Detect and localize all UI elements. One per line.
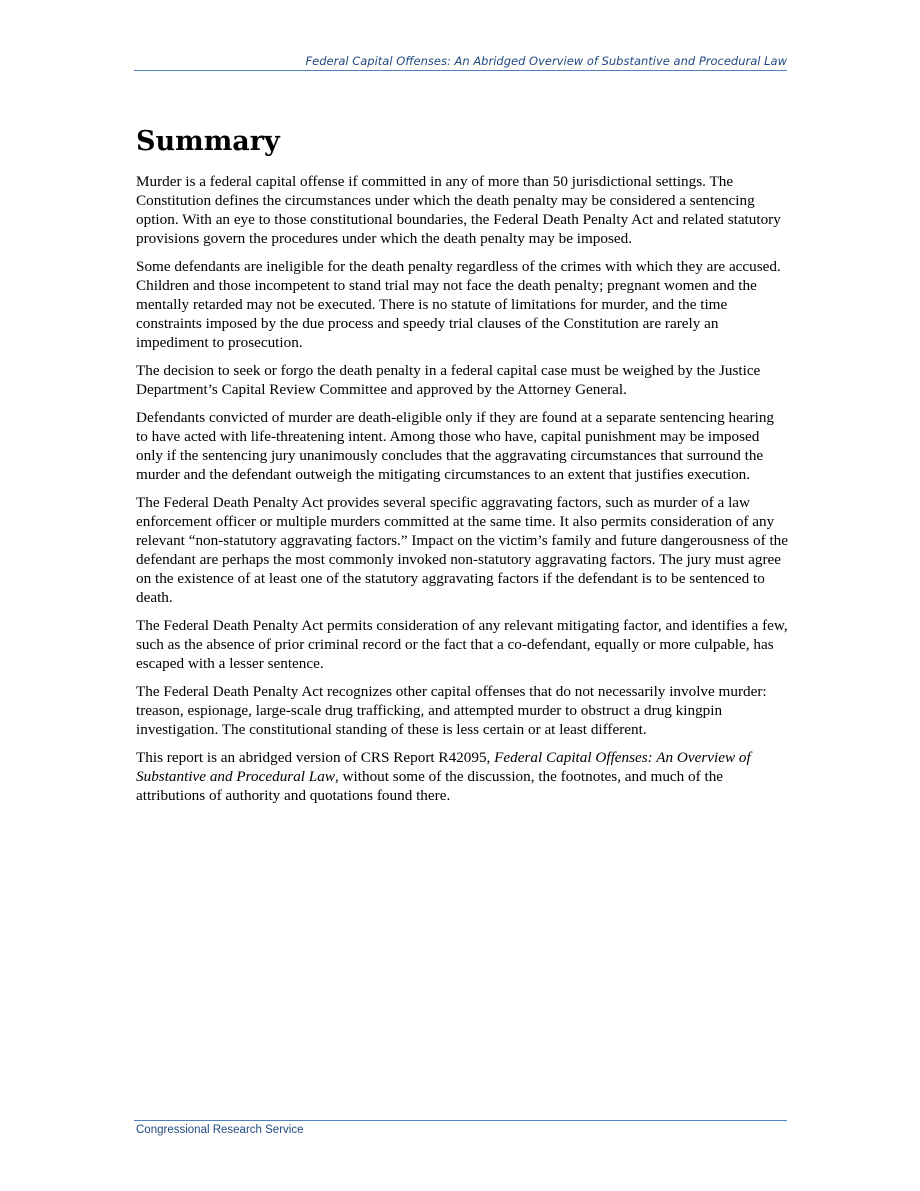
footer-rule <box>134 1120 787 1121</box>
summary-section <box>136 122 788 814</box>
summary-paragraph-1: Murder is a federal capital offense if committed in any of more than 50 jurisdictional settings. The Constitution defines the circumstances under which the death penalty may be considered a sentencing option. With an eye to those constitutional boundaries, the Federal Death Penalty Act and related statutory provisions govern the procedures under which the death penalty may be imposed. <box>136 173 781 247</box>
summary-paragraph-2: Some defendants are ineligible for the death penalty regardless of the crimes with which they are accused. Children and those incompetent to stand trial may not face the death penalty; pregnant women and the mentally retarded may not be executed. There is no statute of limitations for murder, and the time constraints imposed by the due process and speedy trial clauses of the Constitution are rarely an impediment to prosecution. <box>136 258 781 351</box>
summary-paragraph-8-lead: This report is an abridged version of CRS Report R42095, <box>136 749 495 766</box>
summary-paragraph-8 <box>136 748 788 805</box>
footer-organization: Congressional Research Service <box>136 1124 304 1136</box>
summary-paragraph-5: The Federal Death Penalty Act provides several specific aggravating factors, such as murder of a law enforcement officer or multiple murders committed at the same time. It also permits consideration of any relevant “non-statutory aggravating factors.” Impact on the victim’s family and future dangerousness of the defendant are perhaps the most commonly invoked non-statutory aggravating factors. The jury must agree on the existence of at least one of the statutory aggravating factors if the defendant is to be sentenced to death. <box>136 494 789 606</box>
running-header <box>134 54 787 71</box>
summary-heading: Summary <box>136 126 280 157</box>
summary-paragraph-4: Defendants convicted of murder are death-eligible only if they are found at a separate sentencing hearing to have acted with life-threatening intent. Among those who have, capital punishment may be imposed only if the sentencing jury unanimously concludes that the aggravating circumstances that surround the murder and the defendant outweigh the mitigating circumstances to an extent that justifies execution. <box>136 409 775 483</box>
summary-paragraph-8-tail: , without some of the discussion, the footnotes, and much of the attributions of authority and quotations found there. <box>136 768 724 804</box>
summary-paragraph-7: The Federal Death Penalty Act recognizes other capital offenses that do not necessarily involve murder: treason, espionage, large-scale drug trafficking, and attempted murder to obstruct a drug kingpin investigation. The constitutional standing of these is less certain or at least different. <box>136 683 767 738</box>
report-title-italic: Federal Capital Offenses: An Overview of Substantive and Procedural Law <box>136 749 751 785</box>
summary-paragraph-6: The Federal Death Penalty Act permits consideration of any relevant mitigating factor, and identifies a few, such as the absence of prior criminal record or the fact that a co-defendant, equally or more culpable, has escaped with a lesser sentence. <box>136 617 788 672</box>
running-header-title: Federal Capital Offenses: An Abridged Overview of Substantive and Procedural Law <box>305 54 787 68</box>
summary-paragraph-3: The decision to seek or forgo the death penalty in a federal capital case must be weighed by the Justice Department’s Capital Review Committee and approved by the Attorney General. <box>136 362 761 398</box>
